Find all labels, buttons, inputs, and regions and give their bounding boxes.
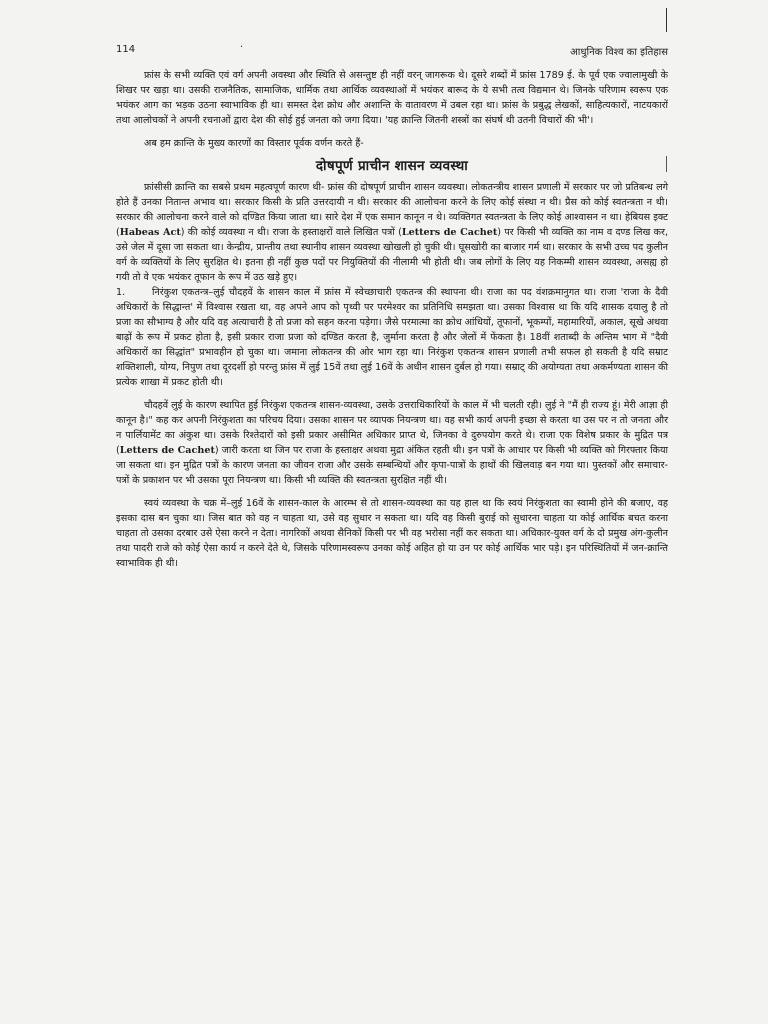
habeas-act-term: Habeas Act [119,227,181,238]
list-item-text: निरंकुश एकतन्त्र–लुई चौदहवें के शासन काल में फ्रांस में स्वेच्छाचारी एकतन्त्र की स्थापना थी। राजा का पद वंशक्रमानुगत था। राजा 'राजा के दैवी अधिकारों के सिद्धान्त' में विश्वास रखता था, वह अपने आप को पृथ्वी पर परमेश्वर का प्रतिनिधि समझता था। उसका विश्वास था कि यदि शासक दयालु है तो प्रजा का सौभाग्य है और यदि वह अत्याचारी है तो प्रजा को सहन करना पड़ेगा। जैसे परमात्मा का क्रोध आंधियों, तूफानों, भूकम्पों, महामारियों, अकाल, सूखे अथवा बाढ़ों के रूप में प्रकट होता है, इसी प्रकार राजा प्रजा को दण्डित करता है, जुर्माना करता है और जेलों में फेंकता है। 18वीं शताब्दी के अन्तिम भाग में "दैवी अधिकारों का सिद्धांत" प्रभावहीन हो चुका था। जमाना लोकतन्त्र की ओर भाग रहा था। निरंकुश एकतन्त्र शासन प्रणाली तभी सफल हो सकती है यदि सम्राट शक्तिशाली, योग्य, निपुण तथा दूरदर्शी हो परन्तु फ्रांस में लुई 15वें तथा लुई 16वें के अधीन शासन दुर्बल हो गया। सम्राट् की अयोग्यता तथा अकर्मण्यता शासन की प्रत्येक शाखा में प्रकट होती थी। [116,287,669,388]
section-paragraph: स्वयं व्यवस्था के चक्र में–लुई 16वें के शासन-काल के आरम्भ से तो शासन-व्यवस्था का यह हाल था कि स्वयं निरंकुशता का स्वामी होने की बजाए, वह इसका दास बन चुका था। जिस बात को वह न चाहता था, उसे वह सुधार न सकता था। यदि वह किसी बुराई को सुधारना चाहता या कोई आर्थिक बचत करना चाहता तो उसका दरबार उसे ऐसा करने न देता। नागरिकों अथवा सैनिकों किसी पर भी वह भरोसा नहीं कर सकता था। अधिकार-युक्त वर्ग के दो प्रमुख अंग-कुलीन तथा पादरी राजे को कोई ऐसा कार्य न करने देते थे, जिसके परिणामस्वरूप उनका कोई अहित हो या उन पर कोई आर्थिक भार पड़े। इन परिस्थितियों में जन-क्रान्ति स्वाभाविक ही थी। [116,498,668,569]
section-heading: दोषपूर्ण प्राचीन शासन व्यवस्था [315,158,469,174]
text-run: चौदहवें लुई के कारण स्थापित हुई निरंकुश एकतन्त्र शासन-व्यवस्था, उसके उत्तराधिकारियों के काल में भी चलती रही। लुई ने "मैं ही राज्य हूं। मेरी आज्ञा ही कानून है।" कह कर अपनी निरंकुशता का परिचय दिया। उसका शासन पर व्यापक नियन्त्रण था। वह सभी कार्य अपनी इच्छा से करता था उस पर न तो जनता और न पार्लियामेंट का अंकुश था। उसके रिश्तेदारों को इसी प्रकार असीमित अधिकार प्राप्त थे, जिनका वे दुरुपयोग करते थे। राजा एक विशेष प्रकार के मुद्रित पत्र ( [116,400,668,456]
margin-mark [666,8,667,32]
text-run: फ्रांसीसी क्रान्ति का सबसे प्रथम महत्वपूर्ण कारण थी- फ्रांस की दोषपूर्ण प्राचीन शासन व्यवस्था। लोकतन्त्रीय शासन प्रणाली में सरकार पर जो प्रतिबन्ध लगे होते हैं उनका नितान्त अभाव था। सरकार किसी के प्रति उत्तरदायी न थी। सरकार की आलोचना करने के लिए कोई संस्था न थी। प्रैस को कोई स्वतन्त्रता न थी। सरकार की आलोचना करने वाले को दण्डित किया जाता था। सारे देश में एक समान कानून न थे। व्यक्तिगत स्वतन्त्रता के लिए कोई आश्वासन न था। हेबियस इक्ट ( [116,182,668,238]
intro-lead-in: अब हम क्रान्ति के मुख्य कारणों का विस्तार पूर्वक वर्णन करते हैं- [144,138,364,149]
section-paragraph [116,398,668,488]
text-run: ) जारी करता था जिन पर राजा के हस्ताक्षर अथवा मुद्रा अंकित रहती थी। इन पत्रों के आधार पर किसी भी व्यक्ति को गिरफ्तार किया जा सकता था। इन मुद्रित पत्रों के कारण जनता का जीवन राजा और उसके सम्बन्धियों और कृपा-पात्रों के हाथों की खिलवाड़ बन गया था। पुस्तकों और समाचार-पत्रों के प्रकाशन पर भी उसका पूरा नियन्त्रण था। किसी भी व्यक्ति की स्वतन्त्रता सुरक्षित नहीं थी। [116,445,668,486]
intro-paragraph: फ्रांस के सभी व्यक्ति एवं वर्ग अपनी अवस्था और स्थिति से असन्तुष्ट ही नहीं वरन् जागरूक थे। दूसरे शब्दों में फ्रांस 1789 ई. के पूर्व एक ज्वालामुखी के शिखर पर खड़ा था। उसकी राजनैतिक, सामाजिक, धार्मिक तथा आर्थिक व्यवस्थाओं में भयंकर बारूद के ये सभी तत्व विद्यमान थे। जिनके परिणाम स्वरूप एक भयंकर आग का भड़क उठना स्वाभाविक ही था। समस्त देश क्रोध और अशान्ति के वातावरण में उबल रहा था। फ्रांस के प्रबुद्ध लेखकों, साहित्यकारों, नाटयकारों तथा आलोचकों ने अपनी रचनाओं द्वारा देश की सोई हुई जनता को जगा दिया। 'यह क्रान्ति जितनी शस्त्रों का संघर्ष थी उतनी विचारों की भी'। [116,70,668,126]
running-title: आधुनिक विश्व का इतिहास [570,47,668,58]
section-paragraph [116,180,668,285]
page-number: 114 [116,44,136,55]
text-run: ) पर किसी भी व्यक्ति का नाम व दण्ड लिख कर, उसे जेल में दूसा जा सकता था। केन्द्रीय, प्रान्तीय तथा स्थानीय शासन व्यवस्था खोखली हो चुकी थी। घूसखोरी का बाजार गर्म था। सरकार के सभी उच्च पद कुलीन वर्ग के व्यक्तियों के लिए सुरक्षित थे। इतना ही नहीं कुछ पदों पर नियुक्तियों की नीलामी भी होती थी। जब लोगों के लिए यह निकम्मी शासन व्यवस्था, असह्य हो गयी तो वे एक भयंकर तूफान के रूप में उठ खड़े हुए। [116,227,668,283]
letters-de-cachet-term: Letters de Cachet [119,445,215,456]
page-header [116,44,668,62]
list-item-number: 1. [116,287,126,298]
list-item [116,285,668,390]
text-run: ) की कोई व्यवस्था न थी। राजा के हस्ताक्षरों वाले लिखित पत्रों ( [180,227,402,238]
page-body [116,68,668,571]
header-dot: · [240,42,244,53]
letters-de-cachet-term: Letters de Cachet [401,227,498,238]
